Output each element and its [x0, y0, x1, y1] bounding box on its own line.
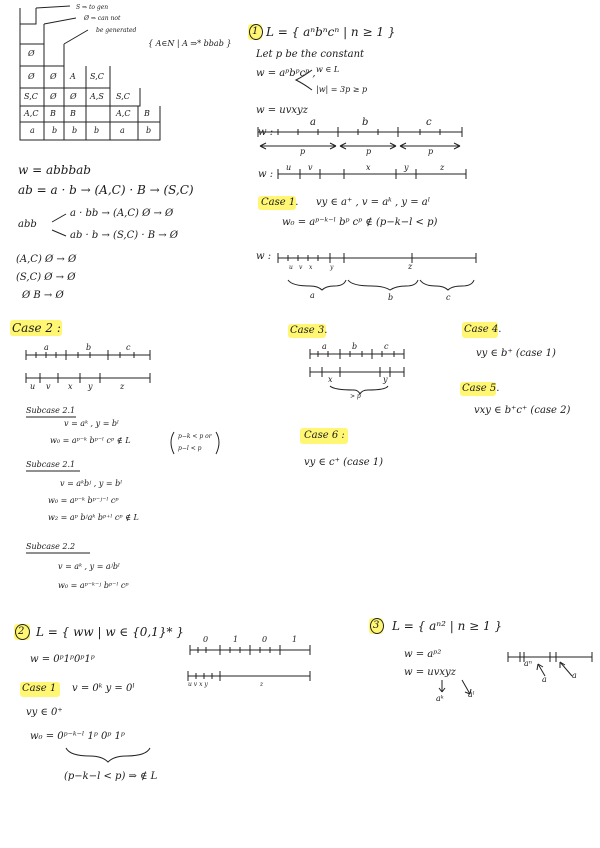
subcase2-line3: w₂ = aᵖ bʲaᵏ bᵖ⁺ˡ cᵖ ∉ L	[48, 513, 139, 522]
split-u: u	[286, 163, 292, 172]
subcase1-line2: w₀ = aᵖ⁻ᵏ bᵖ⁻ˡ cᵖ ∉ L	[50, 436, 131, 445]
derivation-w: w = abbbab	[18, 163, 91, 177]
case3-y: y	[383, 375, 388, 384]
subcase3-line2: w₀ = aᵖ⁻ᵏ⁻ʲ bᵖ⁻ˡ cᵖ	[58, 581, 129, 590]
case3-title: Case 3.	[290, 325, 328, 336]
split-v: v	[308, 163, 313, 172]
case3-label-a: a	[322, 342, 327, 351]
brace-c: c	[446, 293, 451, 302]
cyk-cell: S,C	[24, 92, 38, 101]
subcase-title: Subcase 2.2	[26, 542, 76, 551]
subcase1-cond2: p−l < p	[178, 445, 202, 452]
cyk-cell: Ø	[50, 72, 57, 81]
problem1-uvxyz: w = uvxyz	[256, 105, 308, 116]
problem3-an: aⁿ	[524, 659, 533, 668]
problem1-language: L = { aⁿbⁿcⁿ | n ≥ 1 }	[266, 25, 396, 39]
cyk-cell: a	[30, 126, 35, 135]
subcase2-line2: w₀ = aᵖ⁻ᵏ bᵖ⁻ʲ⁻ˡ cᵖ	[48, 496, 119, 505]
problem1-let-p: Let p be the constant	[256, 49, 365, 60]
problem2-number: 2	[18, 626, 25, 637]
problem1-w-label-2: w :	[258, 169, 274, 180]
subcase3-line1: v = aᵏ , y = aʲbˡ	[58, 562, 120, 571]
split-x: x	[309, 264, 313, 271]
case1-title: Case 1.	[261, 197, 299, 208]
split-u: u	[289, 264, 293, 271]
cyk-cell: Ø	[28, 72, 35, 81]
problem2-bar-z: z	[260, 681, 264, 688]
problem2-case1: Case 1	[22, 683, 57, 694]
case2-split-y: y	[88, 382, 93, 391]
split-y: y	[330, 264, 334, 271]
problem2-bar-0: 0	[203, 635, 209, 644]
brace-a: a	[310, 291, 315, 300]
problem1-w-def: w = aᵖbᵖcᵖ ,	[256, 68, 316, 79]
split-y: y	[404, 163, 409, 172]
problem2-case1-text: v = 0ᵏ y = 0ˡ	[72, 683, 135, 694]
cyk-cell: Ø	[50, 92, 57, 101]
case5-title: Case 5.	[462, 383, 500, 394]
legend-gen: be generated	[96, 27, 137, 34]
cyk-cell: B	[144, 109, 150, 118]
derivation-abb-label: abb	[18, 219, 37, 230]
case2-split-x: x	[68, 382, 73, 391]
case2-title: Case 2 :	[12, 321, 61, 335]
problem2-w0: w₀ = 0ᵖ⁻ᵏ⁻ˡ 1ᵖ 0ᵖ 1ᵖ	[30, 731, 125, 742]
problem3-uvxyz: w = uvxyz	[404, 667, 456, 678]
split-x: x	[366, 163, 371, 172]
problem2-bar-1: 1	[233, 635, 239, 644]
case6-text: vy ∈ c⁺ (case 1)	[304, 457, 384, 468]
bar-label-a: a	[310, 117, 316, 128]
problem3-w: w = aᵖ²	[404, 649, 442, 660]
case2-split-z: z	[120, 382, 125, 391]
derivation-abb-2: ab · b → (S,C) · B → Ø	[70, 230, 178, 241]
cyk-cell: S,C	[90, 72, 104, 81]
split-z: z	[408, 262, 413, 271]
p-label: p	[366, 147, 372, 156]
cyk-cell: b	[94, 126, 100, 135]
cyk-cell: Ø	[70, 92, 77, 101]
case6-title: Case 6 :	[304, 430, 345, 441]
problem1-w-label-3: w :	[256, 251, 272, 262]
case2-label-a: a	[44, 343, 49, 352]
problem3-ak: aᵏ	[436, 694, 444, 703]
problem2-bar-0b: 0	[262, 635, 268, 644]
problem3-a1: a	[542, 675, 547, 684]
case3-x: x	[328, 375, 333, 384]
cyk-cell: b	[52, 126, 58, 135]
cyk-cell: A,C	[116, 109, 131, 118]
problem1-number: 1	[252, 26, 259, 37]
problem1-w-len: |w| = 3p ≥ p	[316, 85, 368, 94]
bar-label-b: b	[362, 117, 369, 128]
problem1-w-label: w :	[258, 127, 274, 138]
p-label: p	[300, 147, 306, 156]
cyk-cell: b	[72, 126, 78, 135]
subcase-title: Subcase 2.1	[26, 406, 76, 415]
problem3-a2: a	[572, 671, 577, 680]
cyk-cell: b	[146, 126, 152, 135]
case1-w0: w₀ = aᵖ⁻ᵏ⁻ˡ bᵖ cᵖ ∉ (p−k−l < p)	[282, 217, 438, 228]
cyk-cell: A,C	[24, 109, 39, 118]
legend-empty: Ø ⇒ can not	[84, 15, 121, 22]
case3-label-b: b	[352, 342, 358, 351]
case5-text: vxy ∈ b⁺c⁺ (case 2)	[474, 405, 571, 416]
subcase2-line1: v = aᵏbʲ , y = bˡ	[60, 479, 123, 488]
subcase1-cond1: p−k < p or	[178, 433, 212, 440]
problem2-vy: vy ∈ 0⁺	[26, 707, 63, 718]
legend-s: S ⇒ to gen	[76, 4, 109, 11]
case4-text: vy ∈ b⁺ (case 1)	[476, 348, 556, 359]
case1-text: vy ∈ a⁺ , v = aᵏ , y = aˡ	[316, 197, 431, 208]
problem1-w-in: w ∈ L	[316, 65, 340, 74]
case2-label-b: b	[86, 343, 92, 352]
cyk-cell: Ø	[28, 49, 35, 58]
problem3-language: L = { aⁿ² | n ≥ 1 }	[392, 619, 503, 633]
derivation-ab: ab = a · b → (A,C) · B → (S,C)	[18, 183, 194, 197]
case3-p: > p	[350, 393, 361, 400]
problem3-al: aˡ	[468, 690, 475, 699]
brace-b: b	[388, 293, 394, 302]
case2-label-c: c	[126, 343, 131, 352]
cyk-cell: B	[50, 109, 56, 118]
derivation-abb-1: a · bb → (A,C) Ø → Ø	[70, 208, 174, 219]
problem2-language: L = { ww | w ∈ {0,1}* }	[36, 625, 184, 639]
cyk-cell: S,C	[116, 92, 130, 101]
problem2-w: w = 0ᵖ1ᵖ0ᵖ1ᵖ	[30, 654, 95, 665]
derivation-r2: (S,C) Ø → Ø	[16, 272, 76, 283]
p-label: p	[428, 147, 434, 156]
case3-label-c: c	[384, 342, 389, 351]
derivation-r1: (A,C) Ø → Ø	[16, 254, 77, 265]
problem2-bar-split: u v x y	[188, 681, 208, 688]
problem2-conclusion: (p−k−l < p) ⇒ ∉ L	[64, 771, 158, 782]
cyk-cell: A	[70, 72, 76, 81]
cyk-cell: a	[120, 126, 125, 135]
split-z: z	[440, 163, 445, 172]
subcase-title: Subcase 2.1	[26, 460, 76, 469]
cyk-language: { A∈N | A ⇒* bbab }	[148, 39, 232, 48]
case2-split-v: v	[46, 382, 51, 391]
split-v: v	[299, 264, 303, 271]
problem2-bar-1b: 1	[292, 635, 298, 644]
cyk-cell: A,S	[90, 92, 104, 101]
bar-label-c: c	[426, 117, 432, 128]
case2-split-u: u	[30, 382, 36, 391]
cyk-cell: B	[70, 109, 76, 118]
subcase1-line1: v = aᵏ , y = bˡ	[64, 419, 119, 428]
problem3-number: 3	[373, 620, 380, 631]
derivation-r3: Ø B → Ø	[22, 290, 64, 301]
case4-title: Case 4.	[464, 324, 502, 335]
